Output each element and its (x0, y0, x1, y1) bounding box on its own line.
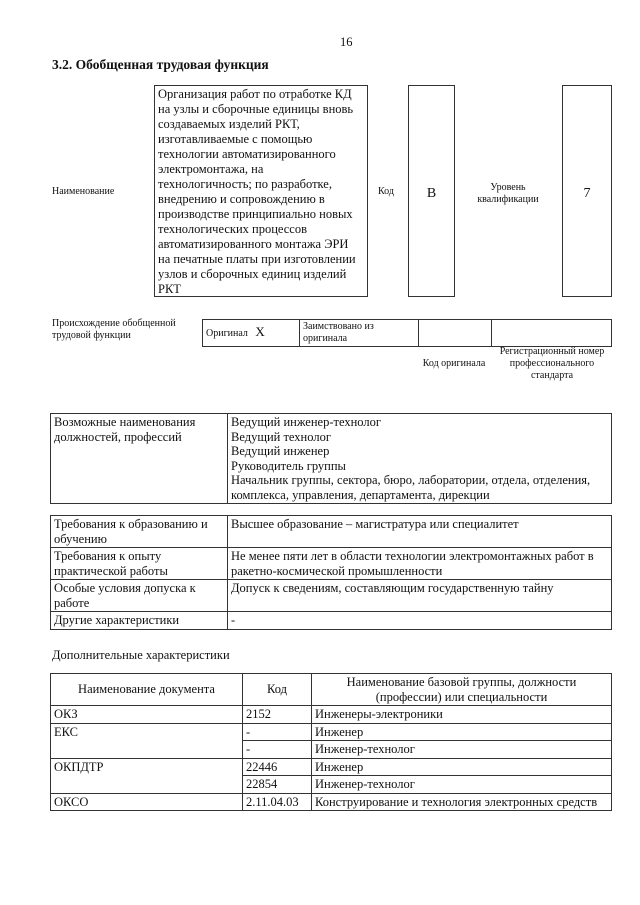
requirement-value: - (228, 612, 612, 630)
position-item: Ведущий инженер (231, 444, 330, 458)
code-cell: 22446 (243, 758, 312, 776)
function-name-line: внедрению и сопровождению в (158, 192, 325, 206)
original-mark: X (255, 324, 265, 339)
function-name-line: на узлы и сборочные единицы вновь (158, 102, 354, 116)
name-cell: Инженер (312, 758, 612, 776)
code-original-cell (419, 320, 492, 347)
code-cell: - (243, 741, 312, 759)
function-name-line: на печатные платы при изготовлении (158, 252, 356, 266)
position-item: Руководитель группы (231, 458, 346, 473)
code-box (408, 85, 455, 297)
requirement-label: Требования к опыту практической работы (51, 548, 228, 580)
position-item: Ведущий инженер-технолог (231, 415, 381, 429)
table-row (51, 793, 612, 811)
requirement-label: Другие характеристики (51, 612, 228, 630)
table-row (51, 758, 612, 776)
requirement-row (51, 612, 612, 630)
column-header: Наименование документа (51, 674, 243, 706)
level-label: Уровень квалификации (477, 182, 539, 205)
section-title: 3.2. Обобщенная трудовая функция (52, 57, 269, 72)
positions-values (228, 414, 612, 504)
code-cell: 22854 (243, 776, 312, 794)
table-row (51, 723, 612, 741)
requirement-row (51, 580, 612, 612)
requirement-row (51, 516, 612, 548)
function-name-line: технологии автоматизированного (158, 147, 336, 161)
function-name-box (154, 85, 368, 297)
original-label: Оригинал (206, 328, 248, 339)
function-name-line: производстве принципиально новых (158, 207, 353, 221)
function-name-line: автоматизированного монтажа ЭРИ (158, 237, 349, 251)
level-box (562, 85, 612, 297)
name-label: Наименование (52, 186, 115, 197)
doc-cell: ЕКС (51, 723, 243, 758)
name-cell: Инженер-технолог (312, 776, 612, 794)
requirements-table (50, 515, 612, 630)
name-cell: Конструирование и технология электронных средств (312, 793, 612, 811)
page-number: 16 (340, 35, 353, 49)
function-name-line: технологических процессов (158, 222, 307, 236)
requirement-row (51, 548, 612, 580)
name-cell: Инженер-технолог (312, 741, 612, 759)
code-cell: 2152 (243, 706, 312, 724)
function-name-line: узлов и сборочных единиц изделий (158, 267, 347, 281)
requirement-label: Особые условия допуска к работе (51, 580, 228, 612)
code-value: B (426, 186, 437, 201)
name-cell: Инженеры-электроники (312, 706, 612, 724)
name-cell: Инженер (312, 723, 612, 741)
column-header: Код (243, 674, 312, 706)
origin-label: Происхождение обобщенной трудовой функции (52, 318, 176, 341)
requirement-label: Требования к образованию и обучению (51, 516, 228, 548)
position-item: Начальник группы, сектора, бюро, лаборатории, отдела, отделения, комплекса, управления, департамента, дирекции (231, 473, 591, 502)
function-name-line: изготавливаемые с помощью (158, 132, 313, 146)
positions-table (50, 413, 612, 504)
function-name-line: электромонтажа, на (158, 162, 264, 176)
table-row (51, 706, 612, 724)
positions-label: Возможные наименования должностей, профессий (51, 414, 228, 504)
borrowed-cell: Заимствовано из оригинала (300, 320, 419, 347)
reg-number-cell (492, 320, 612, 347)
code-cell: 2.11.04.03 (243, 793, 312, 811)
code-label: Код (378, 186, 394, 197)
requirement-value: Допуск к сведениям, составляющим государственную тайну (228, 580, 612, 612)
requirement-value: Не менее пяти лет в области технологии электромонтажных работ в ракетно-космической промышленности (228, 548, 612, 580)
position-item: Ведущий технолог (231, 429, 331, 444)
additional-table (50, 673, 612, 811)
function-name-line: технологичность; по разработке, (158, 177, 332, 191)
function-name-line: Организация работ по отработке КД (158, 87, 352, 101)
reg-number-label: Регистрационный номер профессионального стандарта (499, 346, 605, 381)
origin-table (202, 319, 612, 347)
function-name-line: РКТ (158, 282, 181, 296)
level-value: 7 (583, 186, 591, 201)
column-header: Наименование базовой группы, должности (профессии) или специальности (312, 674, 612, 706)
original-cell (203, 320, 300, 347)
function-name-line: создаваемых изделий РКТ, (158, 117, 300, 131)
doc-cell: ОКСО (51, 793, 243, 811)
doc-cell: ОКПДТР (51, 758, 243, 793)
additional-title: Дополнительные характеристики (52, 648, 230, 662)
doc-cell: ОКЗ (51, 706, 243, 724)
code-original-label: Код оригинала (422, 358, 486, 369)
code-cell: - (243, 723, 312, 741)
requirement-value: Высшее образование – магистратура или специалитет (228, 516, 612, 548)
header-row (51, 674, 612, 706)
